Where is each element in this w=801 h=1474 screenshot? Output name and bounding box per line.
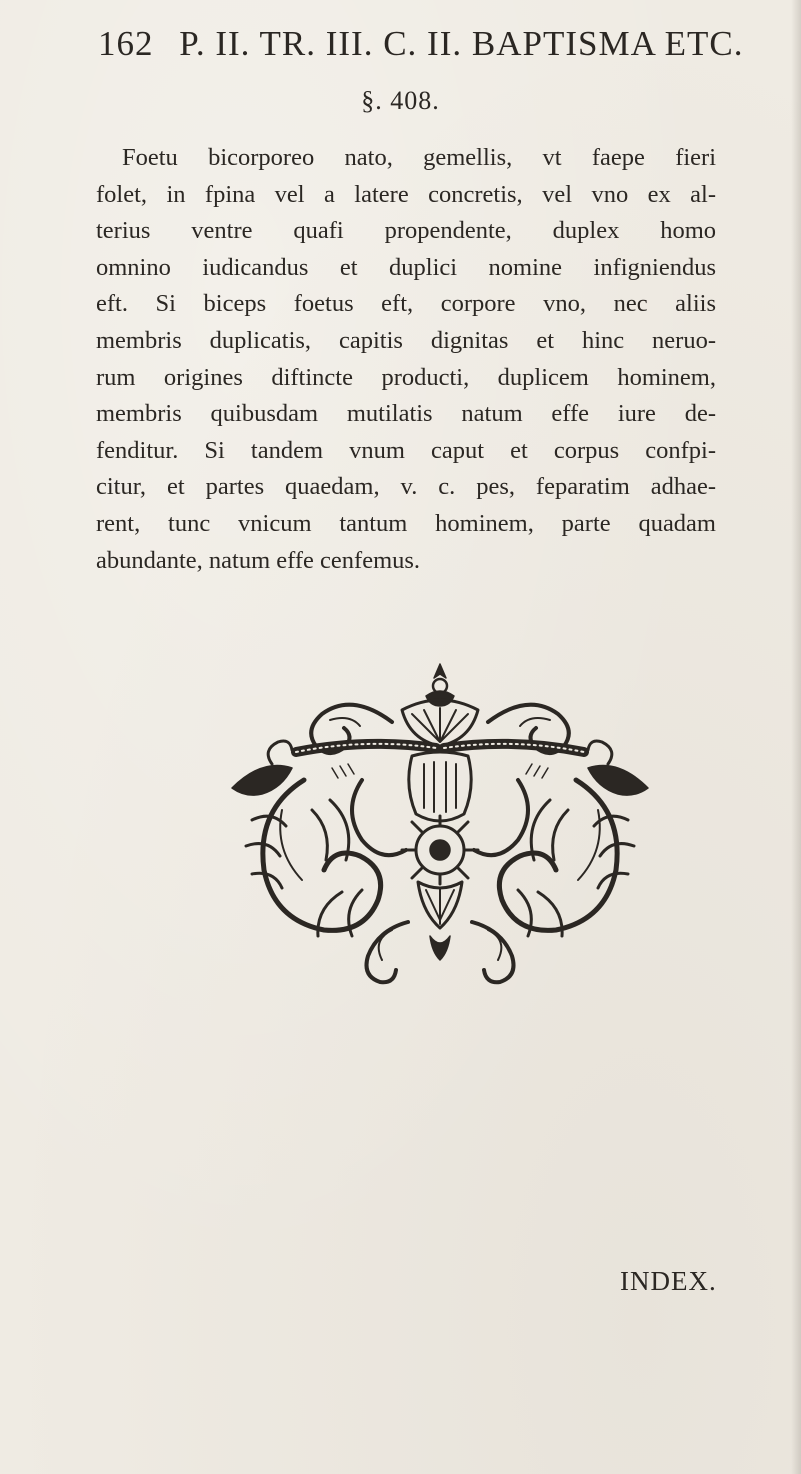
- text-line: rum origines diftincte producti, duplicem hominem,: [96, 363, 716, 391]
- text-line: abundante, natum effe cenfemus.: [96, 546, 421, 574]
- text-line: membris quibusdam mutilatis natum effe iure de-: [96, 400, 716, 428]
- body-paragraph: [96, 140, 716, 579]
- text-line: membris duplicatis, capitis dignitas et hinc neruo-: [96, 326, 716, 354]
- page-edge-shadow: [791, 0, 801, 1474]
- text-line: folet, in fpina vel a latere concretis, vel vno ex al-: [96, 180, 716, 208]
- catchword: INDEX.: [620, 1266, 717, 1296]
- text-line: rent, tunc vnicum tantum hominem, parte quadam: [96, 509, 716, 537]
- text-line: citur, et partes quaedam, v. c. pes, feparatim adhae-: [96, 473, 716, 501]
- section-number: §. 408.: [361, 86, 440, 115]
- running-head: [98, 24, 744, 64]
- baroque-vignette-ornament-icon: [212, 660, 668, 992]
- page-number: 162: [98, 24, 154, 63]
- text-line: Foetu bicorporeo nato, gemellis, vt faepe fieri: [122, 144, 716, 171]
- text-line: omnino iudicandus et duplici nomine infigniendus: [96, 253, 716, 281]
- running-head-title: P. II. TR. III. C. II. BAPTISMA ETC.: [179, 24, 744, 63]
- text-line: eft. Si biceps foetus eft, corpore vno, nec aliis: [96, 290, 716, 318]
- text-line: fenditur. Si tandem vnum caput et corpus confpi-: [96, 436, 716, 464]
- text-line: terius ventre quafi propendente, duplex homo: [96, 217, 716, 245]
